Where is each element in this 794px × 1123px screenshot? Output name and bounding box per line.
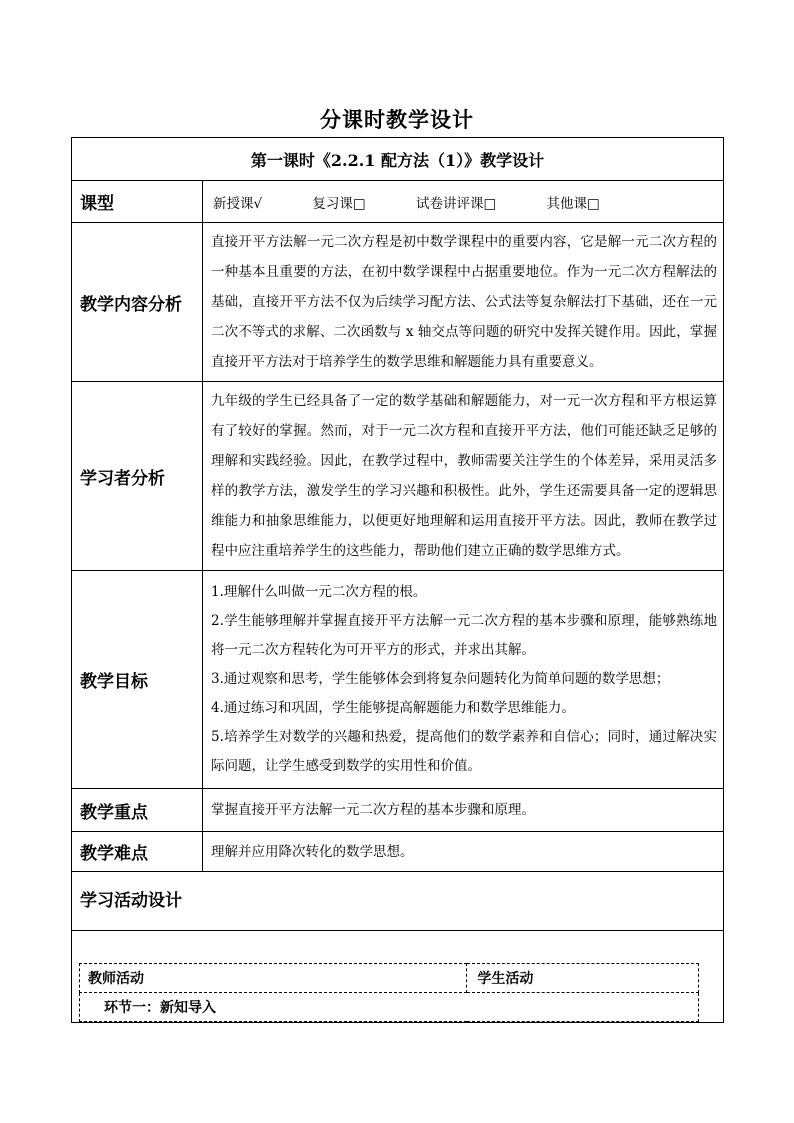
course-type-options	[203, 181, 724, 223]
difficulty-label: 教学难点	[72, 832, 203, 872]
objectives-list	[203, 571, 724, 789]
course-type-option: 复习课□	[312, 195, 366, 212]
learner-analysis-label: 学习者分析	[72, 382, 203, 571]
key-point-label: 教学重点	[72, 789, 203, 832]
course-type-label: 课型	[72, 181, 203, 223]
course-type-option: 试卷讲评课□	[415, 195, 497, 212]
content-analysis-text: 直接开平方法解一元二次方程是初中数学课程中的重要内容，它是解一元二次方程的一种基本且重要的方法，在初中数学课程中占据重要地位。作为一元二次方程解法的基础，直接开平方法不仅为后续学习配方法、公式法等复杂解法打下基础，还在一元二次不等式的求解、二次函数与 x 轴交点等问题的研究中发挥关键作用。因此，掌握直接开平方法对于培养学生的数学思维和解题能力具有重要意义。	[203, 223, 724, 382]
activity-table	[79, 963, 699, 1022]
objective-item: 2.学生能够理解并掌握直接开平方法解一元二次方程的基本步骤和原理，能够熟练地将一元二次方程转化为可开平方的形式，并求出其解。	[211, 613, 717, 658]
content-analysis-label: 教学内容分析	[72, 223, 203, 382]
learner-analysis-text: 九年级的学生已经具备了一定的数学基础和解题能力，对一元一次方程和平方根运算有了较好的掌握。然而，对于一元二次方程和直接开平方法，他们可能还缺乏足够的理解和实践经验。因此，在教学过程中，教师需要关注学生的个体差异，采用灵活多样的教学方法，激发学生的学习兴趣和积极性。此外，学生还需要具备一定的逻辑思维能力和抽象思维能力，以便更好地理解和运用直接开平方法。因此，教师在教学过程中应注重培养学生的这些能力，帮助他们建立正确的数学思维方式。	[203, 382, 724, 571]
objective-item: 3.通过观察和思考，学生能够体会到将复杂问题转化为简单问题的数学思想；	[211, 671, 670, 687]
lesson-design-table	[71, 137, 724, 1023]
course-type-option: 其他课□	[546, 195, 600, 212]
student-activity-header: 学生活动	[467, 964, 699, 993]
page-title: 分课时教学设计	[320, 107, 474, 132]
teacher-activity-header: 教师活动	[80, 964, 467, 993]
objectives-label: 教学目标	[72, 571, 203, 789]
course-type-option: 新授课√	[213, 195, 263, 212]
activity-design-section	[72, 872, 724, 1023]
objective-item: 4.通过练习和巩固，学生能够提高解题能力和数学思维能力。	[211, 700, 575, 716]
objective-item: 1.理解什么叫做一元二次方程的根。	[211, 584, 427, 600]
lesson-subtitle: 第一课时《2.2.1 配方法（1）》教学设计	[72, 138, 724, 181]
difficulty-text: 理解并应用降次转化的数学思想。	[203, 832, 724, 872]
objective-item: 5.培养学生对数学的兴趣和热爱，提高他们的数学素养和自信心；同时，通过解决实际问题，让学生感受到数学的实用性和价值。	[211, 729, 717, 774]
key-point-text: 掌握直接开平方法解一元二次方程的基本步骤和原理。	[203, 789, 724, 832]
activity-design-title: 学习活动设计	[72, 872, 723, 931]
section-one-title: 环节一：新知导入	[80, 993, 699, 1022]
